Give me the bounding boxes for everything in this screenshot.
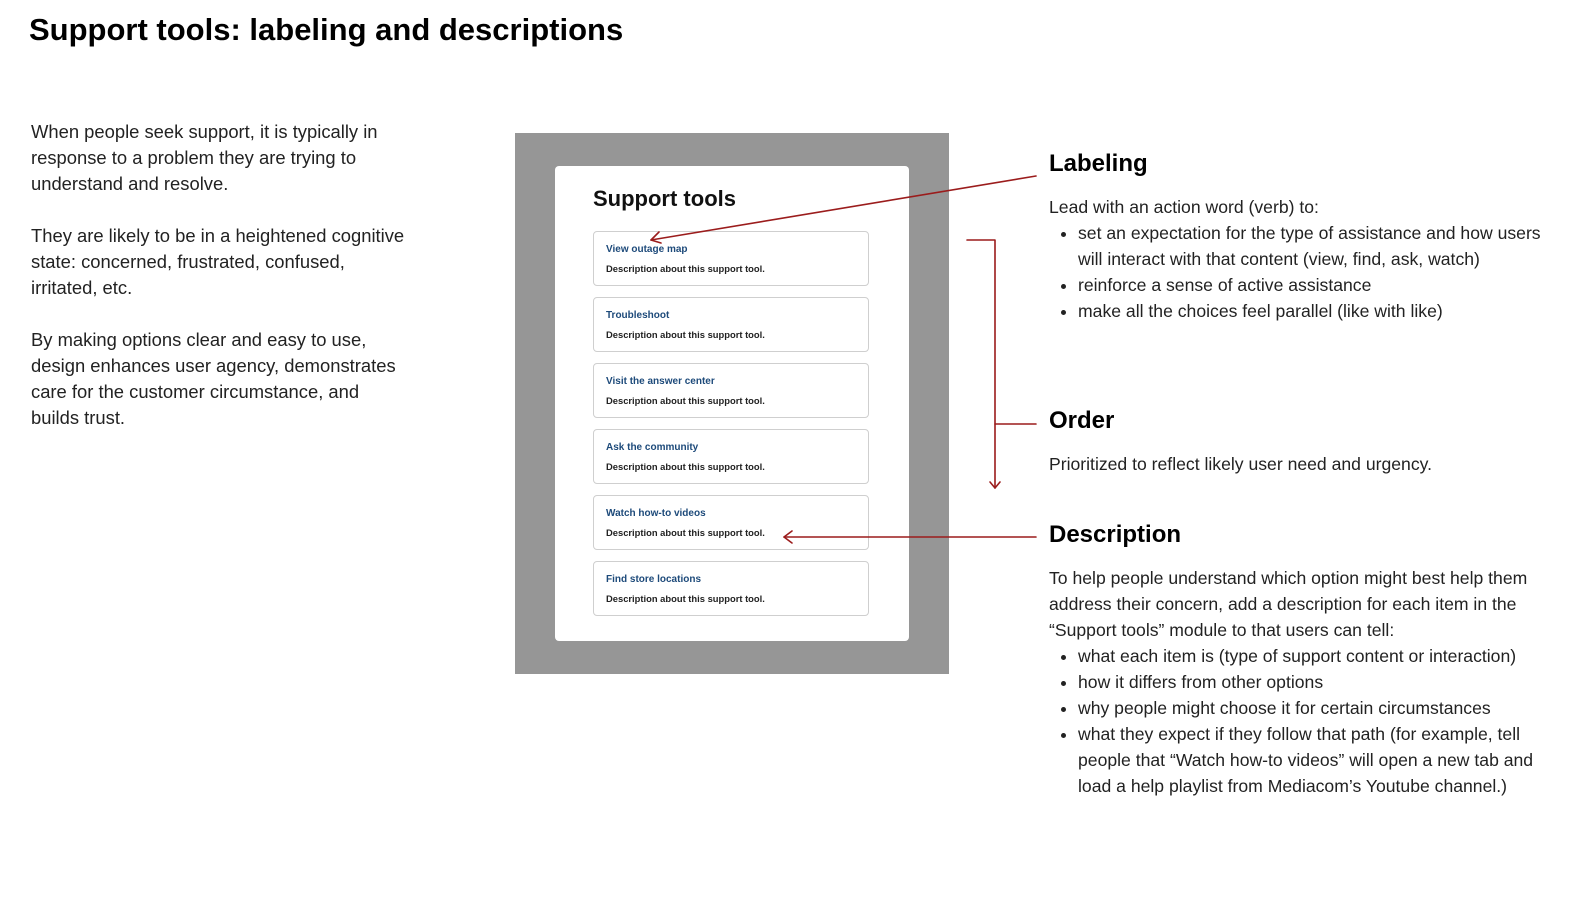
list-item: • what each item is (type of support content or interaction) — [1078, 643, 1549, 669]
tool-item-store-locations[interactable] — [593, 561, 869, 616]
list-item: • make all the choices feel parallel (like with like) — [1078, 298, 1549, 324]
tool-description: Description about this support tool. — [606, 593, 765, 604]
order-heading: Order — [1049, 407, 1115, 434]
list-item: • what they expect if they follow that path (for example, tell people that “Watch how-to videos” will open a new tab and load a help playlist from Mediacom’s Youtube channel.) — [1078, 721, 1549, 799]
support-tools-title: Support tools — [593, 186, 736, 211]
description-heading: Description — [1049, 521, 1182, 548]
order-arrowhead — [990, 482, 1000, 488]
tool-label[interactable]: Ask the community — [606, 442, 699, 453]
tool-label[interactable]: Find store locations — [606, 574, 702, 585]
tool-description: Description about this support tool. — [606, 263, 765, 274]
list-item: • set an expectation for the type of assistance and how users will interact with that content (view, find, ask, watch) — [1078, 220, 1549, 272]
tool-description: Description about this support tool. — [606, 329, 765, 340]
intro-paragraph: By making options clear and easy to use, design enhances user agency, demonstrates care for the customer circumstance, and builds trust. — [31, 329, 396, 428]
tool-description: Description about this support tool. — [606, 527, 765, 538]
tool-item-answer-center[interactable] — [593, 363, 869, 418]
intro-text — [31, 119, 411, 457]
tool-label[interactable]: Watch how-to videos — [606, 508, 706, 519]
description-body — [1049, 565, 1549, 799]
description-intro: To help people understand which option might best help them address their concern, add a description for each item in the “Support tools” module to that users can tell: — [1049, 568, 1528, 640]
page-title: Support tools: labeling and descriptions — [29, 12, 624, 47]
tool-label[interactable]: View outage map — [606, 244, 688, 255]
order-text: Prioritized to reflect likely user need and urgency. — [1049, 454, 1433, 474]
list-item: • why people might choose it for certain circumstances — [1078, 695, 1549, 721]
intro-paragraph: They are likely to be in a heightened cognitive state: concerned, frustrated, confused, irritated, etc. — [31, 225, 405, 298]
intro-paragraph: When people seek support, it is typically in response to a problem they are trying to understand and resolve. — [31, 121, 378, 194]
tool-label[interactable]: Troubleshoot — [606, 310, 670, 321]
tool-item-ask-community[interactable] — [593, 429, 869, 484]
tool-item-how-to-videos[interactable] — [593, 495, 869, 550]
list-item: • reinforce a sense of active assistance — [1078, 272, 1549, 298]
order-body — [1049, 451, 1549, 477]
list-item: • how it differs from other options — [1078, 669, 1549, 695]
tool-label[interactable]: Visit the answer center — [606, 376, 715, 387]
labeling-body — [1049, 194, 1549, 324]
order-bracket — [967, 240, 995, 488]
tool-description: Description about this support tool. — [606, 395, 765, 406]
tool-item-view-outage-map[interactable] — [593, 231, 869, 286]
labeling-intro: Lead with an action word (verb) to: — [1049, 197, 1319, 217]
tool-item-troubleshoot[interactable] — [593, 297, 869, 352]
description-list — [1049, 643, 1549, 799]
labeling-heading: Labeling — [1049, 150, 1148, 177]
support-tools-card — [555, 166, 909, 641]
labeling-list — [1049, 220, 1549, 324]
tool-description: Description about this support tool. — [606, 461, 765, 472]
